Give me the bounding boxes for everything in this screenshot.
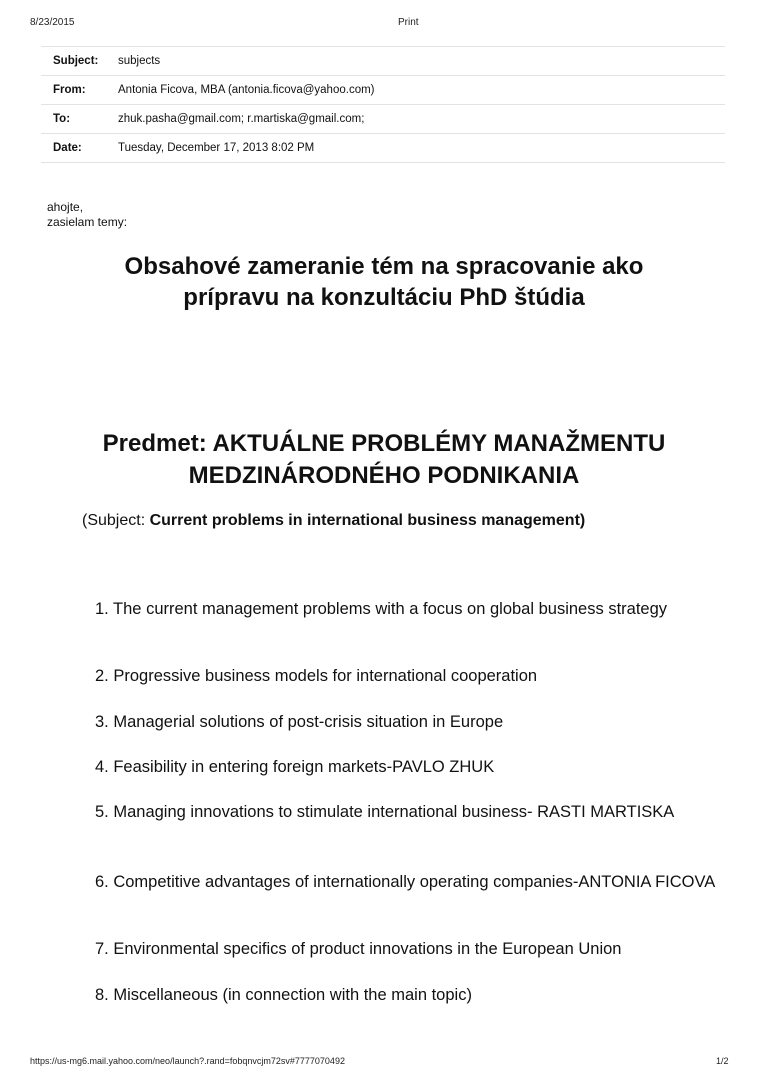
to-value: zhuk.pasha@gmail.com; r.martiska@gmail.com; xyxy=(118,113,365,125)
subject-label: Subject: xyxy=(53,55,99,67)
print-title: Print xyxy=(398,17,419,28)
course-heading-line: Predmet: AKTUÁLNE PROBLÉMY MANAŽMENTU xyxy=(102,430,666,457)
course-heading-line: MEDZINÁRODNÉHO PODNIKANIA xyxy=(188,462,580,489)
from-value: Antonia Ficova, MBA (antonia.ficova@yahoo.com) xyxy=(118,84,375,96)
topic-item: 6. Competitive advantages of internationally operating companies-ANTONIA FICOVA xyxy=(95,873,716,891)
from-row xyxy=(41,76,725,105)
greeting-line: ahojte, xyxy=(47,200,84,214)
topic-item: 2. Progressive business models for international cooperation xyxy=(95,667,538,685)
title-line: Obsahové zameranie tém na spracovanie ako xyxy=(124,253,644,280)
subject-prefix: (Subject: xyxy=(82,512,150,529)
subject-value: subjects xyxy=(118,55,161,67)
topic-item: 4. Feasibility in entering foreign markets-PAVLO ZHUK xyxy=(95,758,495,776)
topic-item: 1. The current management problems with a focus on global business strategy xyxy=(95,600,668,618)
subject-row xyxy=(41,47,725,76)
print-date: 8/23/2015 xyxy=(30,17,75,28)
course-subject-english xyxy=(82,512,585,530)
date-row xyxy=(41,134,725,163)
subject-english-title: Current problems in international business management) xyxy=(149,512,586,529)
document-title xyxy=(30,251,738,313)
footer-page-number: 1/2 xyxy=(716,1056,729,1066)
greeting xyxy=(47,200,127,230)
greeting-line: zasielam temy: xyxy=(47,215,128,229)
topic-item: 8. Miscellaneous (in connection with the main topic) xyxy=(95,986,472,1004)
course-heading xyxy=(30,428,738,492)
footer-url: https://us-mg6.mail.yahoo.com/neo/launch?.rand=fobqnvcjm72sv#7777070492 xyxy=(30,1056,345,1066)
date-label: Date: xyxy=(53,142,82,154)
topic-item: 5. Managing innovations to stimulate international business- RASTI MARTISKA xyxy=(95,803,675,821)
from-label: From: xyxy=(53,84,86,96)
date-value: Tuesday, December 17, 2013 8:02 PM xyxy=(118,142,315,154)
topic-item: 7. Environmental specifics of product innovations in the European Union xyxy=(95,940,622,958)
email-header xyxy=(41,46,725,163)
to-label: To: xyxy=(53,113,71,125)
title-line: prípravu na konzultáciu PhD štúdia xyxy=(183,284,585,311)
topic-item: 3. Managerial solutions of post-crisis situation in Europe xyxy=(95,713,504,731)
to-row xyxy=(41,105,725,134)
